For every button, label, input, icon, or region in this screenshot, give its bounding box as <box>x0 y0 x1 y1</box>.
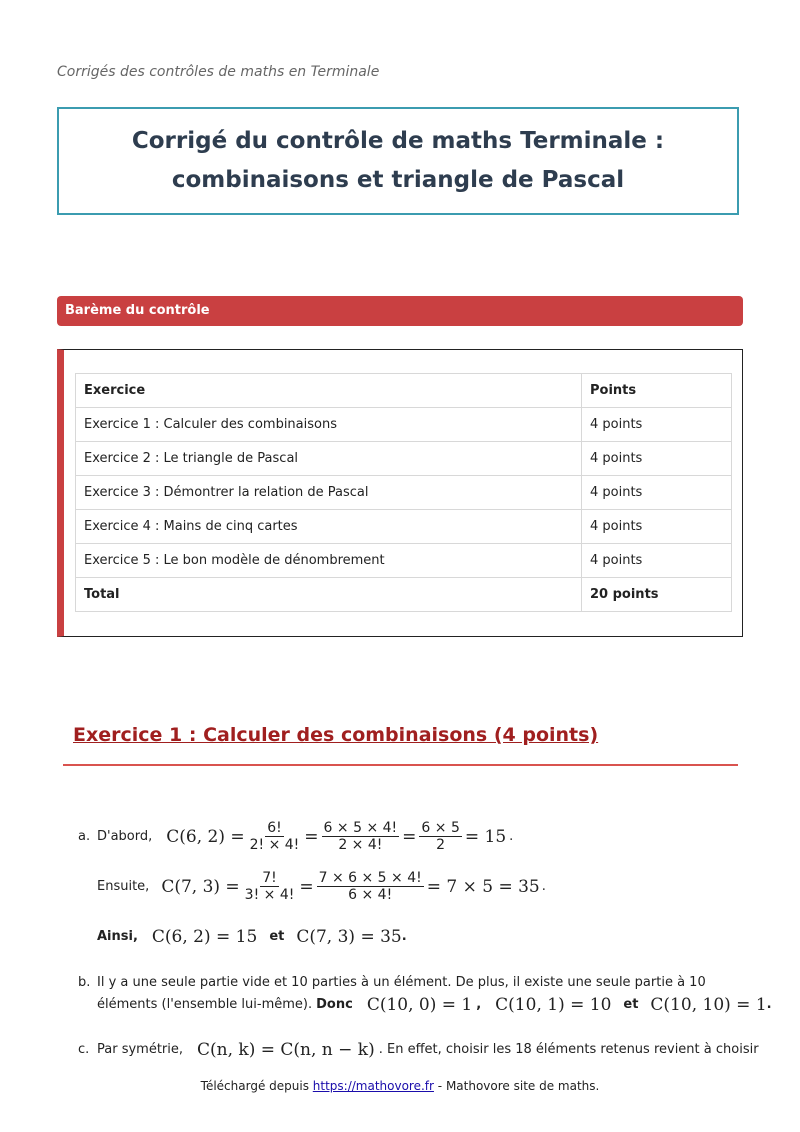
total-points: 20 points <box>582 578 732 612</box>
divider <box>63 764 738 766</box>
document-subtitle: Corrigés des contrôles de maths en Terminale <box>57 64 380 80</box>
math-result-1: C(6, 2) = 15 <box>151 927 258 947</box>
fraction <box>243 870 297 903</box>
fraction <box>419 820 461 853</box>
fraction-denominator: 6 × 4! <box>348 887 393 903</box>
fraction-denominator: 2 <box>436 837 446 853</box>
bareme-panel <box>57 349 743 637</box>
table-row <box>76 544 732 578</box>
punctuation: . <box>401 929 407 944</box>
then-text: Ensuite, <box>97 878 150 894</box>
total-label: Total <box>76 578 582 612</box>
math-symmetry: C(n, k) = C(n, n − k) <box>197 1040 375 1060</box>
row-points: 4 points <box>582 476 732 510</box>
table-row <box>76 510 732 544</box>
page-title <box>132 122 664 200</box>
row-exercice: Exercice 1 : Calculer des combinaisons <box>76 408 582 442</box>
exercise-1-title: Exercice 1 : Calculer des combinaisons (4 points) <box>73 724 599 746</box>
footer-prefix: Téléchargé depuis <box>200 1079 309 1093</box>
fraction-numerator: 6 × 5 × 4! <box>323 820 398 836</box>
table-header-row <box>76 374 732 408</box>
math-rhs: = 7 × 5 = 35 <box>426 876 540 897</box>
punctuation: . <box>509 828 514 844</box>
row-points: 4 points <box>582 408 732 442</box>
footer-suffix: - Mathovore site de maths. <box>437 1079 600 1093</box>
equation-c62: D'abord, C(6, 2) = $\frac{6!}{2! \times 4!}$ = $\frac{6 \times 5 \times 4!}{2 \times 4!}$ = $\frac{6 \times 5}{2}$ = 15 . <box>97 820 514 853</box>
fraction-numerator: 7 × 6 × 5 × 4! <box>318 870 422 886</box>
column-header-exercice: Exercice <box>76 374 582 408</box>
bareme-table <box>75 373 732 612</box>
paragraph-b-line2 <box>97 994 772 1016</box>
table-row <box>76 442 732 476</box>
table-row <box>76 408 732 442</box>
row-points: 4 points <box>582 442 732 476</box>
row-exercice: Exercice 3 : Démontrer la relation de Pascal <box>76 476 582 510</box>
list-marker-c: c. <box>78 1042 90 1057</box>
fraction-denominator: 2! × 4! <box>249 837 300 853</box>
footer <box>0 1079 800 1093</box>
row-exercice: Exercice 2 : Le triangle de Pascal <box>76 442 582 476</box>
paragraph-c <box>97 1039 759 1061</box>
bareme-heading: Barème du contrôle <box>57 296 743 326</box>
comma: , <box>476 997 482 1012</box>
et-text: et <box>623 997 639 1012</box>
math-lhs: C(7, 3) = <box>161 876 240 897</box>
intro-text: Par symétrie, <box>97 1042 184 1057</box>
paragraph-b-line1: Il y a une seule partie vide et 10 parties à un élément. De plus, il existe une seule partie à 10 <box>97 975 706 990</box>
total-row <box>76 578 732 612</box>
punctuation: . <box>541 878 546 894</box>
math-c10-1: C(10, 1) = 10 <box>495 995 612 1015</box>
title-line-2: combinaisons et triangle de Pascal <box>171 167 625 193</box>
text: . En effet, choisir les 18 éléments retenus revient à choisir <box>378 1042 759 1057</box>
math-c10-10: C(10, 10) = 1 <box>650 995 767 1015</box>
fraction-numerator: 7! <box>262 870 277 886</box>
fraction <box>322 820 400 853</box>
math-rhs: = 15 <box>464 826 507 847</box>
donc-text: Donc <box>316 997 353 1012</box>
row-points: 4 points <box>582 544 732 578</box>
list-marker-a: a. <box>78 829 91 844</box>
fraction-numerator: 6! <box>267 820 282 836</box>
column-header-points: Points <box>582 374 732 408</box>
list-marker-b: b. <box>78 975 91 990</box>
et-text: et <box>269 929 285 944</box>
fraction-denominator: 2 × 4! <box>338 837 383 853</box>
math-lhs: C(6, 2) = <box>166 826 245 847</box>
math-result-2: C(7, 3) = 35 <box>296 927 402 947</box>
fraction-numerator: 6 × 5 <box>421 820 460 836</box>
table-row <box>76 476 732 510</box>
conclusion-a <box>97 926 407 948</box>
math-c10-0: C(10, 0) = 1 <box>366 995 473 1015</box>
fraction <box>317 870 424 903</box>
row-points: 4 points <box>582 510 732 544</box>
intro-text: D'abord, <box>97 828 153 844</box>
title-box <box>57 107 739 215</box>
fraction-denominator: 3! × 4! <box>244 887 295 903</box>
title-line-1: Corrigé du contrôle de maths Terminale : <box>131 128 665 154</box>
ainsi-text: Ainsi, <box>97 929 138 944</box>
footer-link[interactable]: https://mathovore.fr <box>312 1079 434 1093</box>
equation-c73: Ensuite, C(7, 3) = $\frac{7!}{3! \times 4!}$ = $\frac{7 \times 6 \times 5 \times 4!}{6 \times 4!}$ = 7 × 5 = 35 . <box>97 870 546 903</box>
row-exercice: Exercice 4 : Mains de cinq cartes <box>76 510 582 544</box>
row-exercice: Exercice 5 : Le bon modèle de dénombrement <box>76 544 582 578</box>
fraction <box>248 820 302 853</box>
text: éléments (l'ensemble lui-même). <box>97 997 313 1012</box>
punctuation: . <box>766 997 772 1012</box>
